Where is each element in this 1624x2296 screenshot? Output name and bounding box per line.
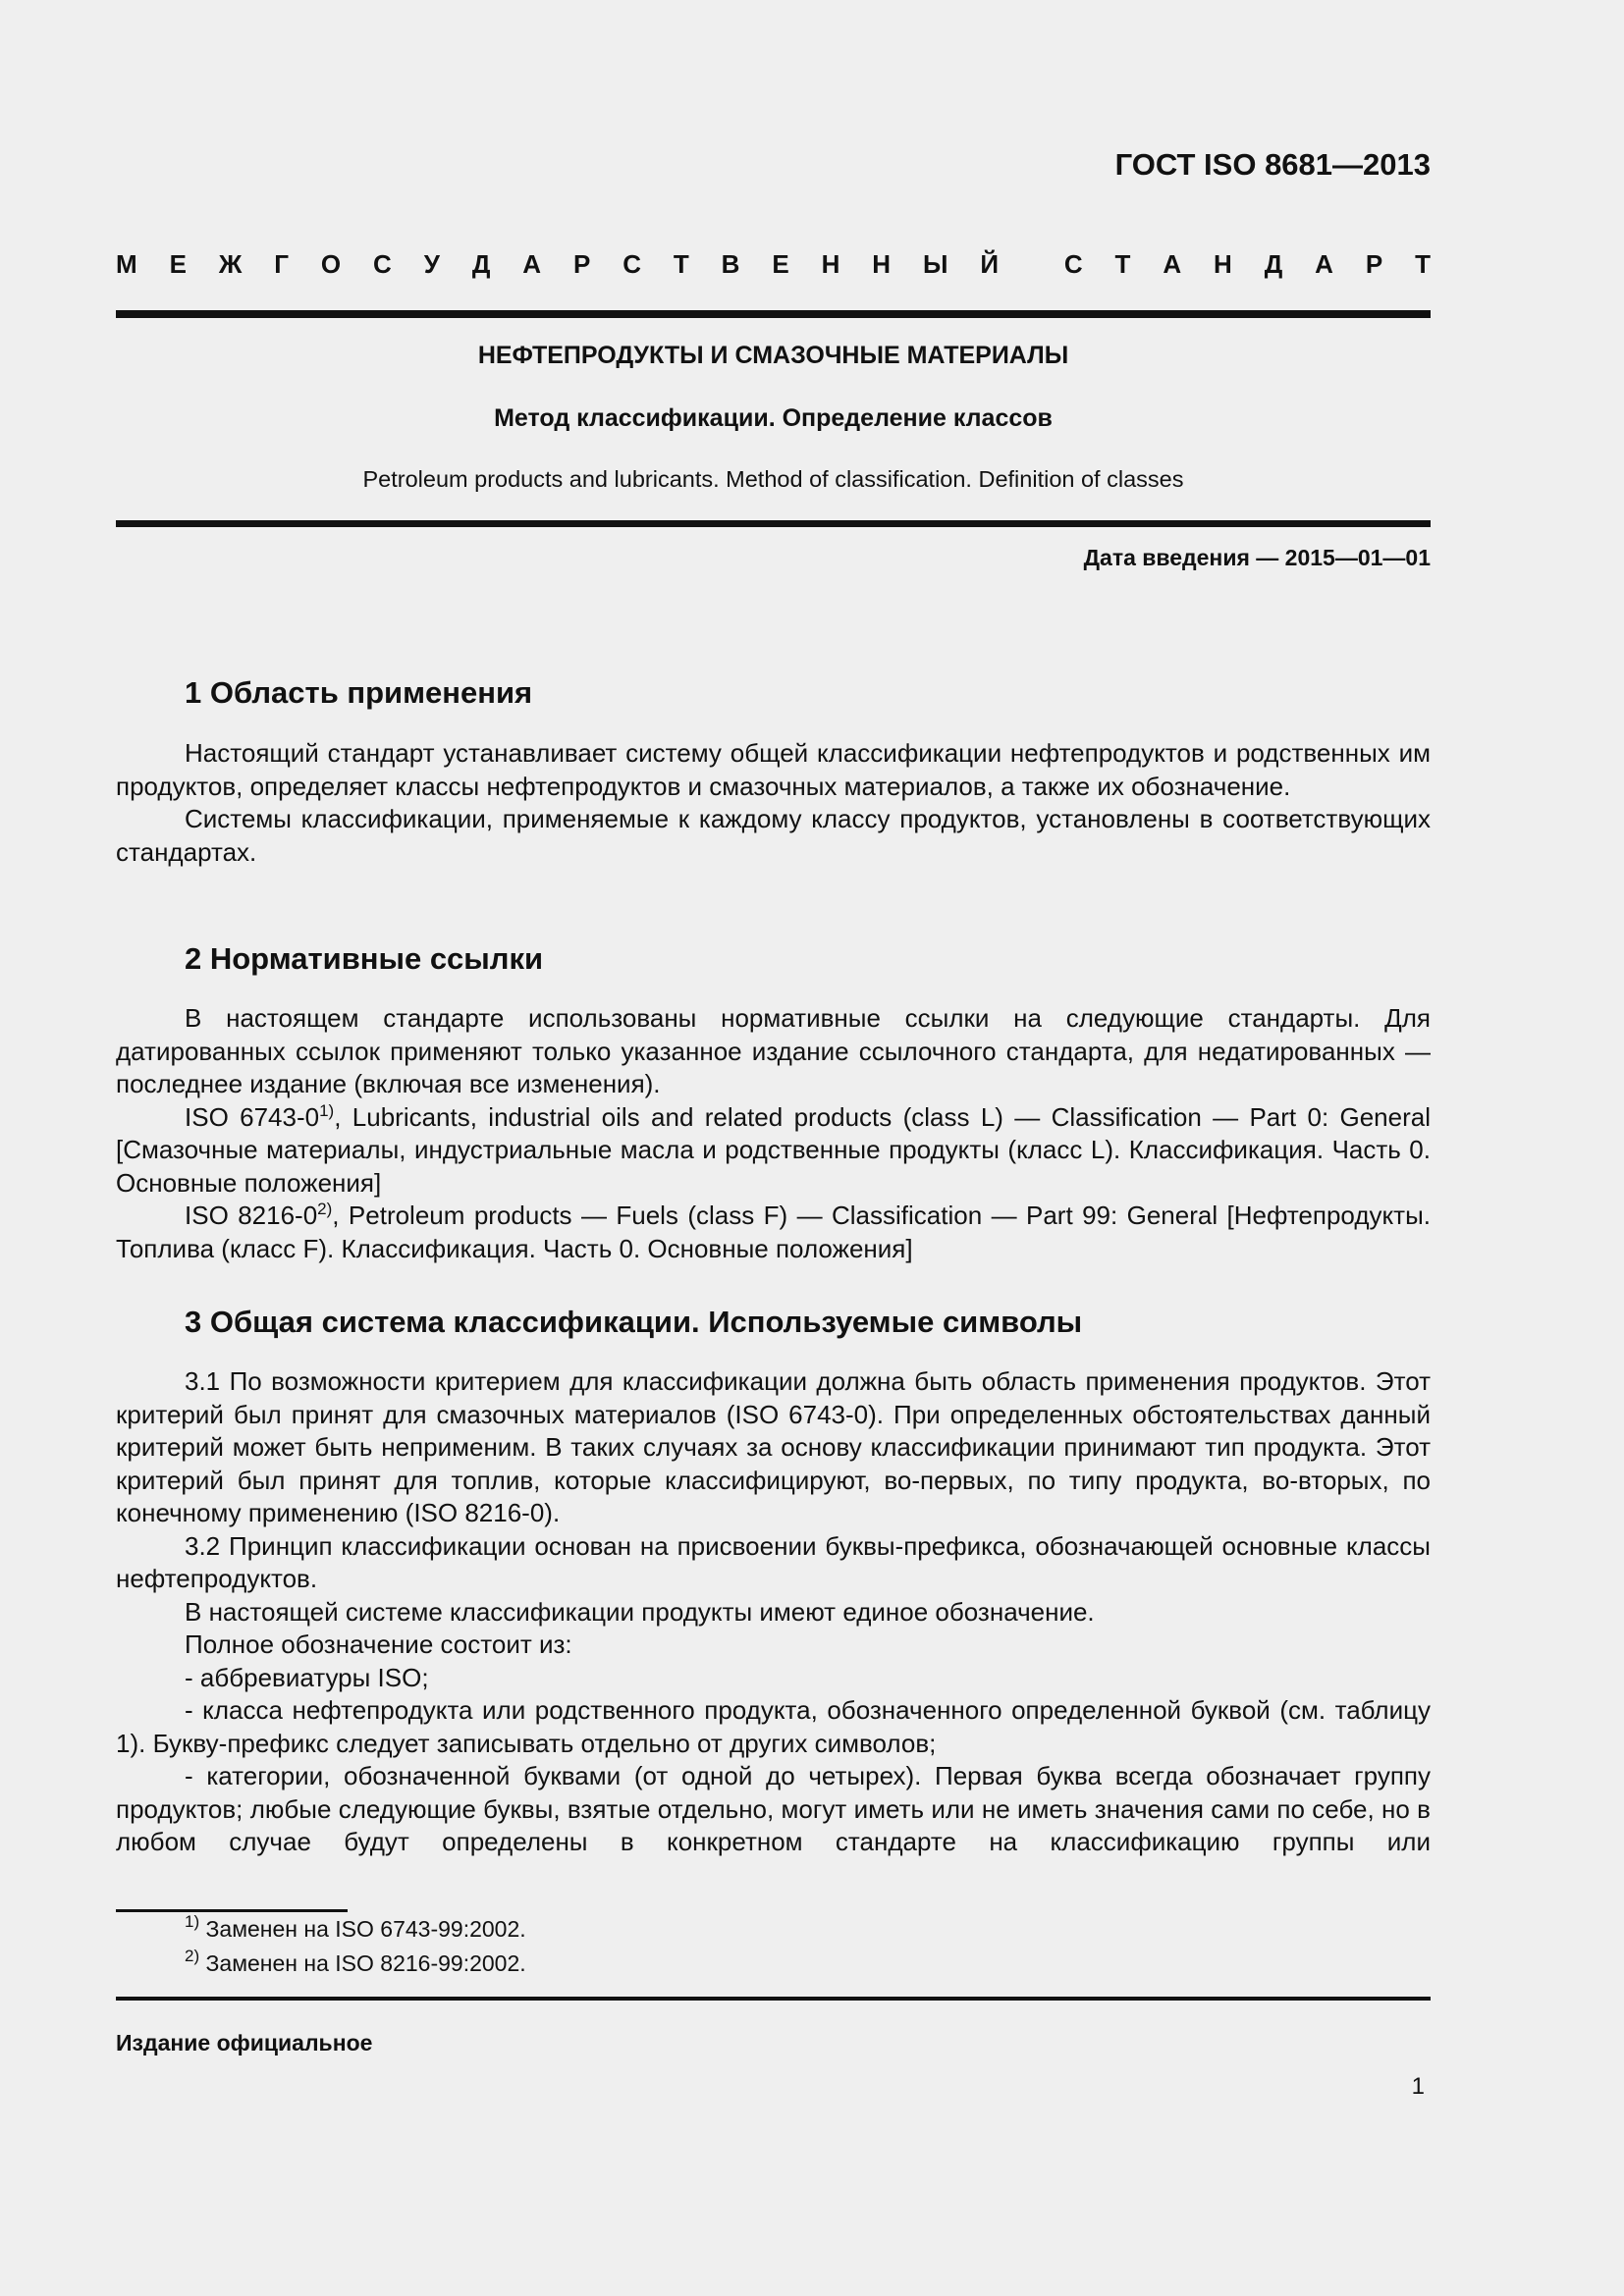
footnote-mark: 2) xyxy=(185,1947,200,1965)
section-3-body xyxy=(116,1365,1431,1859)
header-rule-bottom xyxy=(116,520,1431,527)
paragraph: В настоящем стандарте использованы нормативные ссылки на следующие стандарты. Для датированных ссылок применяют только указанное издание ссылочного стандарта, для недатированных — последнее издание (включая все изменения). xyxy=(116,1003,1431,1098)
banner-letter: Е xyxy=(772,249,789,279)
interstate-standard-banner xyxy=(116,249,1431,280)
reference-code: ISO 6743-0 xyxy=(185,1101,320,1132)
english-title: Petroleum products and lubricants. Method of classification. Definition of classes xyxy=(362,466,1184,492)
footnote-mark: 1) xyxy=(185,1912,200,1931)
banner-letter: А xyxy=(1315,249,1333,279)
standard-code: ГОСТ ISO 8681—2013 xyxy=(1114,147,1431,182)
reference-code: ISO 8216-0 xyxy=(185,1201,318,1230)
footnote-mark: 1) xyxy=(319,1100,335,1120)
paragraph: Системы классификации, применяемые к каждому классу продуктов, установлены в соответствующих стандартах. xyxy=(116,804,1431,867)
section-2-body xyxy=(116,1002,1431,1265)
banner-letter: Ы xyxy=(922,249,948,279)
reference-text: , Lubricants, industrial oils and related products (class L) — Classification — Part 0: General [Смазочные материалы, индустриальные масла и родственные продукты (класс L). Классификация. Часть 0. Основные положения] xyxy=(116,1101,1431,1198)
banner-letter: А xyxy=(522,249,542,279)
paragraph: Настоящий стандарт устанавливает систему общей классификации нефтепродуктов и родственных им продуктов, определяет классы нефтепродуктов и смазочных материалов, а также их обозначение. xyxy=(116,738,1431,801)
page-number: 1 xyxy=(1411,2073,1425,2100)
banner-letter: Р xyxy=(1365,249,1383,279)
section-3 xyxy=(116,1305,1431,1340)
banner-letter: Р xyxy=(572,249,591,279)
banner-letter: Ж xyxy=(218,249,243,279)
banner-letter: В xyxy=(721,249,740,279)
footnote-separator xyxy=(116,1909,348,1912)
section-1-body xyxy=(116,737,1431,869)
normative-reference xyxy=(116,1200,1431,1265)
footnote-1 xyxy=(185,1912,526,1943)
paragraph: 3.1 По возможности критерием для классификации должна быть область применения продуктов. Этот критерий был принят для смазочных материалов (ISO 6743-0). При определенных обстоятельствах данный критерий может быть неприменим. В таких случаях за основу классификации принимают тип продукта. Этот критерий был принят для топлив, которые классифицируют, во-первых, по типу продукта, во-вторых, по конечному применению (ISO 8216-0). xyxy=(116,1366,1431,1527)
document-title: НЕФТЕПРОДУКТЫ И СМАЗОЧНЫЕ МАТЕРИАЛЫ xyxy=(477,342,1069,369)
section-heading: 3 Общая система классификации. Используемые символы xyxy=(185,1305,1083,1339)
banner-letter: Н xyxy=(1214,249,1232,279)
footnote-mark: 2) xyxy=(317,1200,333,1218)
introduction-date: Дата введения — 2015—01—01 xyxy=(1083,545,1431,570)
paragraph: 3.2 Принцип классификации основан на присвоении буквы-префикса, обозначающей основные классы нефтепродуктов. xyxy=(116,1530,1431,1593)
banner-letter: Й xyxy=(980,249,1000,279)
list-item: - аббревиатуры ISO; xyxy=(185,1662,429,1692)
footer-rule xyxy=(116,1997,1431,2001)
banner-letter: Д xyxy=(1264,249,1283,279)
banner-letter: Т xyxy=(1415,249,1431,279)
banner-letter: Н xyxy=(821,249,840,279)
official-edition-label: Издание официальное xyxy=(116,2030,373,2056)
banner-letter: Д xyxy=(471,249,491,279)
banner-letter: А xyxy=(1163,249,1182,279)
footnote-text: Заменен на ISO 8216-99:2002. xyxy=(199,1950,526,1976)
banner-letter: М xyxy=(116,249,137,279)
banner-letter: У xyxy=(423,249,440,279)
header-rule-top xyxy=(116,310,1431,318)
banner-letter: Н xyxy=(872,249,892,279)
reference-text: , Petroleum products — Fuels (class F) — Classification — Part 99: General [Нефтепродукты. Топлива (класс F). Классификация. Часть 0. Основные положения] xyxy=(116,1201,1431,1263)
banner-letter: О xyxy=(320,249,342,279)
section-1 xyxy=(116,675,1431,711)
section-2 xyxy=(116,941,1431,977)
paragraph: Полное обозначение состоит из: xyxy=(185,1629,572,1659)
document-subtitle: Метод классификации. Определение классов xyxy=(494,404,1053,432)
list-item: - категории, обозначенной буквами (от одной до четырех). Первая буква всегда обозначает группу продуктов; любые следующие буквы, взятые отдельно, могут иметь или не иметь значения сами по себе, но в любом случае будут определены в конкретном стандарте на классификацию группы или xyxy=(116,1761,1431,1856)
banner-letter: С xyxy=(1063,249,1083,279)
normative-reference xyxy=(116,1101,1431,1201)
list-item: - класса нефтепродукта или родственного продукта, обозначенного определенной буквой (см. таблицу 1). Букву-префикс следует записывать отдельно от других символов; xyxy=(116,1695,1431,1758)
banner-letter: Е xyxy=(169,249,187,279)
banner-letter: С xyxy=(373,249,392,279)
paragraph: В настоящей системе классификации продукты имеют единое обозначение. xyxy=(185,1596,1095,1627)
footnote-2 xyxy=(185,1947,526,1977)
banner-letter: Г xyxy=(274,249,289,279)
section-heading: 2 Нормативные ссылки xyxy=(185,941,544,976)
footnote-text: Заменен на ISO 6743-99:2002. xyxy=(199,1916,526,1942)
banner-letter: С xyxy=(623,249,641,279)
banner-word-gap xyxy=(1031,249,1032,280)
section-heading: 1 Область применения xyxy=(185,675,533,710)
banner-letter: Т xyxy=(1114,249,1131,279)
banner-letter: Т xyxy=(673,249,689,279)
